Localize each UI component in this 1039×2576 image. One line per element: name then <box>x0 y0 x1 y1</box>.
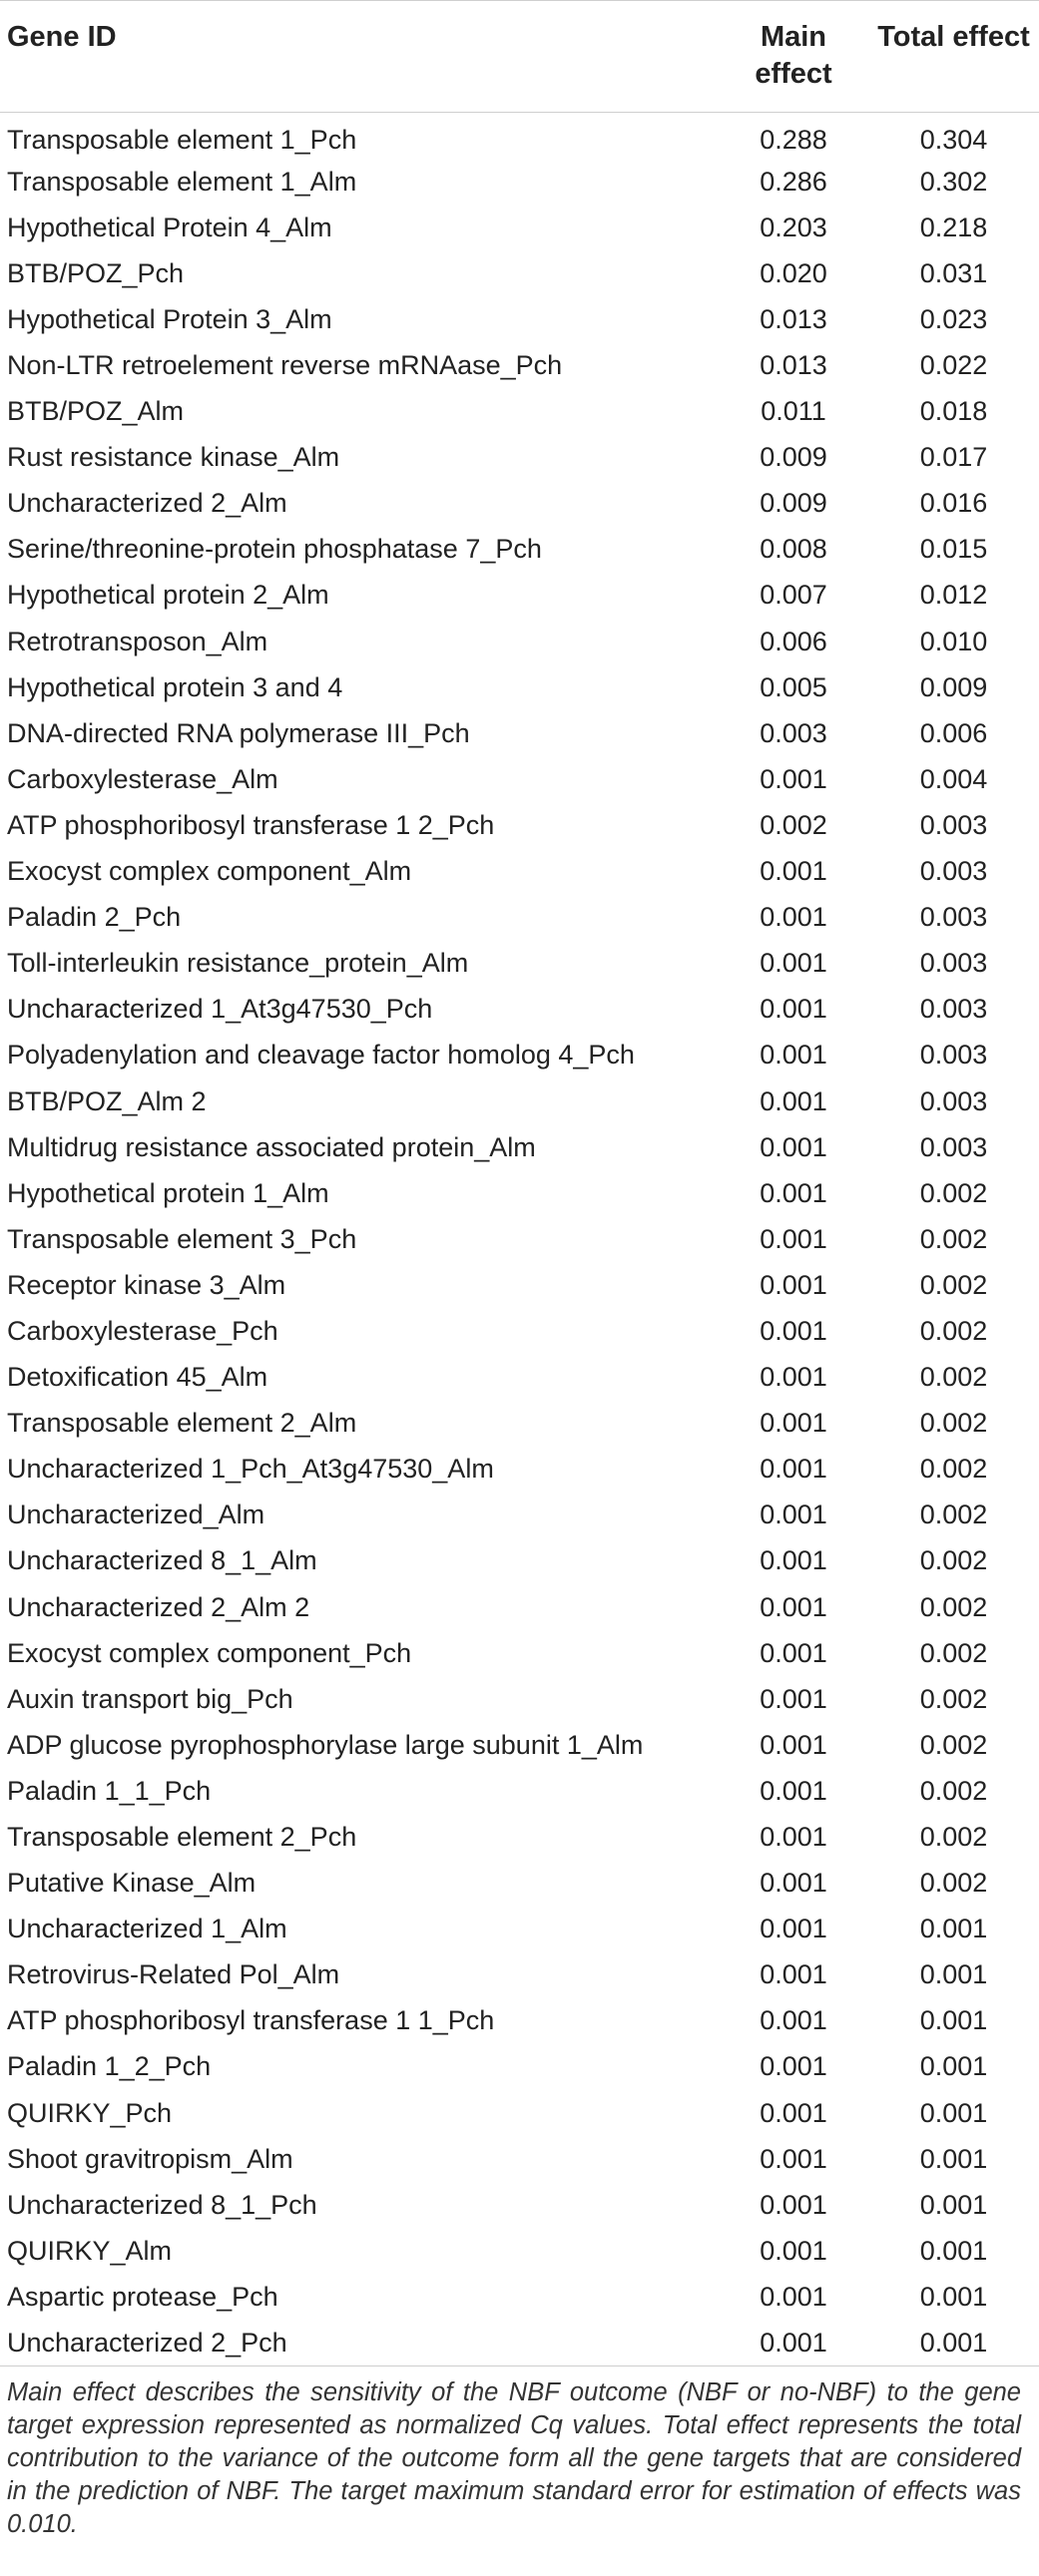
gene-id-cell: ADP glucose pyrophosphorylase large subunit 1_Alm <box>7 1729 644 1760</box>
table-row <box>0 756 1039 802</box>
gene-id-cell: Auxin transport big_Pch <box>7 1683 293 1714</box>
gene-id-cell: QUIRKY_Pch <box>7 2097 173 2128</box>
gene-id-cell: Toll-interleukin resistance_protein_Alm <box>7 948 469 979</box>
gene-id-cell: Serine/threonine-protein phosphatase 7_Pch <box>7 534 542 565</box>
main-effect-cell: 0.001 <box>760 902 827 933</box>
table-row <box>0 434 1039 480</box>
gene-id-cell: Transposable element 2_Pch <box>7 1822 357 1853</box>
gene-id-cell: ATP phosphoribosyl transferase 1 2_Pch <box>7 809 495 840</box>
total-effect-cell: 0.001 <box>919 2235 988 2266</box>
main-effect-cell: 0.001 <box>760 1914 827 1944</box>
header-main-effect: Main effect <box>719 1 868 113</box>
main-effect-cell: 0.001 <box>760 2051 827 2082</box>
table-row <box>0 1997 1039 2043</box>
main-effect-cell: 0.001 <box>760 1454 827 1485</box>
table-row <box>0 1814 1039 1860</box>
table-row <box>0 296 1039 342</box>
table-row <box>0 1262 1039 1308</box>
total-effect-cell: 0.003 <box>919 1131 988 1162</box>
total-effect-cell: 0.002 <box>919 1177 988 1208</box>
gene-id-cell: Transposable element 2_Alm <box>7 1408 357 1439</box>
gene-id-cell: Retrovirus-Related Pol_Alm <box>7 1959 340 1990</box>
total-effect-cell: 0.003 <box>919 809 988 840</box>
table-row <box>0 1077 1039 1123</box>
table-row <box>0 664 1039 710</box>
main-effect-cell: 0.007 <box>760 580 827 611</box>
main-effect-cell: 0.001 <box>760 1315 827 1346</box>
gene-id-cell: QUIRKY_Alm <box>7 2235 173 2266</box>
header-row <box>0 1 1039 113</box>
total-effect-cell: 0.003 <box>919 1085 988 1116</box>
gene-id-cell: Transposable element 1_Pch <box>7 125 357 156</box>
main-effect-cell: 0.001 <box>760 1040 827 1071</box>
main-effect-cell: 0.020 <box>760 257 827 288</box>
main-effect-cell: 0.003 <box>760 717 827 748</box>
table-row <box>0 1216 1039 1262</box>
main-effect-cell: 0.009 <box>760 488 827 519</box>
gene-id-cell: Putative Kinase_Alm <box>7 1868 257 1899</box>
table-row <box>0 2043 1039 2089</box>
total-effect-cell: 0.001 <box>919 2005 988 2036</box>
total-effect-cell: 0.017 <box>919 442 988 473</box>
main-effect-cell: 0.001 <box>760 1177 827 1208</box>
table-row <box>0 1446 1039 1492</box>
total-effect-cell: 0.002 <box>919 1775 988 1806</box>
total-effect-cell: 0.003 <box>919 856 988 887</box>
total-effect-cell: 0.003 <box>919 902 988 933</box>
main-effect-cell: 0.001 <box>760 1500 827 1530</box>
header-total-effect: Total effect <box>868 1 1039 113</box>
gene-id-cell: Non-LTR retroelement reverse mRNAase_Pch <box>7 350 563 381</box>
main-effect-cell: 0.001 <box>760 1729 827 1760</box>
total-effect-cell: 0.006 <box>919 717 988 748</box>
gene-id-cell: Paladin 1_2_Pch <box>7 2051 212 2082</box>
main-effect-cell: 0.001 <box>760 1269 827 1300</box>
main-effect-cell: 0.001 <box>760 1822 827 1853</box>
table-row <box>0 1906 1039 1951</box>
total-effect-cell: 0.002 <box>919 1683 988 1714</box>
table-row <box>0 1032 1039 1077</box>
table-row <box>0 1630 1039 1676</box>
main-effect-cell: 0.001 <box>760 1545 827 1576</box>
total-effect-cell: 0.304 <box>919 125 988 156</box>
table-body <box>0 113 1039 2366</box>
table-row <box>0 526 1039 572</box>
total-effect-cell: 0.218 <box>919 212 988 242</box>
table-row <box>0 2274 1039 2320</box>
total-effect-cell: 0.003 <box>919 994 988 1025</box>
main-effect-cell: 0.001 <box>760 1683 827 1714</box>
main-effect-cell: 0.001 <box>760 1959 827 1990</box>
total-effect-cell: 0.009 <box>919 671 988 702</box>
table-row <box>0 940 1039 986</box>
main-effect-cell: 0.013 <box>760 350 827 381</box>
table-header <box>0 1 1039 113</box>
header-gene-id: Gene ID <box>0 1 719 113</box>
main-effect-cell: 0.001 <box>760 1085 827 1116</box>
total-effect-cell: 0.001 <box>919 2281 988 2312</box>
table-row <box>0 1676 1039 1722</box>
total-effect-cell: 0.010 <box>919 626 988 656</box>
total-effect-cell: 0.031 <box>919 257 988 288</box>
total-effect-cell: 0.004 <box>919 763 988 794</box>
table-row <box>0 1860 1039 1906</box>
table-row <box>0 1768 1039 1814</box>
main-effect-cell: 0.001 <box>760 1223 827 1254</box>
table-row <box>0 710 1039 756</box>
gene-id-cell: Transposable element 3_Pch <box>7 1223 357 1254</box>
gene-id-cell: Carboxylesterase_Alm <box>7 763 278 794</box>
total-effect-cell: 0.002 <box>919 1408 988 1439</box>
table-row <box>0 159 1039 205</box>
total-effect-cell: 0.023 <box>919 303 988 334</box>
gene-id-cell: Detoxification 45_Alm <box>7 1362 268 1393</box>
total-effect-cell: 0.012 <box>919 580 988 611</box>
total-effect-cell: 0.018 <box>919 396 988 427</box>
total-effect-cell: 0.001 <box>919 2051 988 2082</box>
table-footnote: Main effect describes the sensitivity of the NBF outcome (NBF or no-NBF) to the gene target expression represented as normalized Cq values. Total effect represents the total contribution to the variance of the outcome form all the gene targets that are considered in the prediction of NBF. The target maximum standard error for estimation of effects was 0.010. <box>7 2377 1021 2538</box>
main-effect-cell: 0.006 <box>760 626 827 656</box>
main-effect-cell: 0.013 <box>760 303 827 334</box>
table-row <box>0 480 1039 526</box>
table-row <box>0 802 1039 848</box>
table-row <box>0 1308 1039 1354</box>
gene-id-cell: Polyadenylation and cleavage factor homolog 4_Pch <box>7 1040 635 1071</box>
gene-id-cell: Exocyst complex component_Pch <box>7 1637 412 1668</box>
total-effect-cell: 0.001 <box>919 2143 988 2174</box>
gene-id-cell: Transposable element 1_Alm <box>7 166 357 197</box>
total-effect-cell: 0.001 <box>919 1959 988 1990</box>
main-effect-cell: 0.001 <box>760 994 827 1025</box>
main-effect-cell: 0.001 <box>760 2143 827 2174</box>
gene-id-cell: Uncharacterized 2_Alm <box>7 488 287 519</box>
total-effect-cell: 0.302 <box>919 166 988 197</box>
main-effect-cell: 0.005 <box>760 671 827 702</box>
gene-id-cell: Uncharacterized 8_1_Alm <box>7 1545 317 1576</box>
main-effect-cell: 0.011 <box>761 396 826 427</box>
total-effect-cell: 0.003 <box>919 1040 988 1071</box>
gene-id-cell: Hypothetical Protein 3_Alm <box>7 303 332 334</box>
main-effect-cell: 0.288 <box>760 125 827 156</box>
table-row <box>0 2182 1039 2228</box>
main-effect-cell: 0.203 <box>760 212 827 242</box>
table-row <box>0 1722 1039 1768</box>
main-effect-cell: 0.008 <box>760 534 827 565</box>
total-effect-cell: 0.001 <box>919 2097 988 2128</box>
main-effect-cell: 0.001 <box>760 763 827 794</box>
table-row <box>0 388 1039 434</box>
main-effect-cell: 0.009 <box>760 442 827 473</box>
table-row <box>0 619 1039 664</box>
table-row <box>0 342 1039 388</box>
table-row <box>0 2090 1039 2136</box>
gene-id-cell: Shoot gravitropism_Alm <box>7 2143 293 2174</box>
table-row <box>0 250 1039 296</box>
main-effect-cell: 0.001 <box>760 1775 827 1806</box>
total-effect-cell: 0.002 <box>919 1591 988 1622</box>
gene-id-cell: Uncharacterized 2_Pch <box>0 2320 719 2365</box>
gene-id-cell: Uncharacterized 8_1_Pch <box>7 2189 317 2220</box>
main-effect-cell: 0.001 <box>760 1591 827 1622</box>
table-row <box>0 1354 1039 1400</box>
table-row <box>0 572 1039 618</box>
table-row <box>0 2136 1039 2182</box>
gene-id-cell: Carboxylesterase_Pch <box>7 1315 278 1346</box>
total-effect-cell: 0.002 <box>919 1545 988 1576</box>
total-effect-cell: 0.022 <box>919 350 988 381</box>
gene-id-cell: Uncharacterized 2_Alm 2 <box>7 1591 310 1622</box>
table-row <box>0 848 1039 894</box>
total-effect-cell: 0.001 <box>868 2320 1039 2365</box>
gene-id-cell: Exocyst complex component_Alm <box>7 856 412 887</box>
total-effect-cell: 0.002 <box>919 1868 988 1899</box>
gene-id-cell: ATP phosphoribosyl transferase 1 1_Pch <box>7 2005 495 2036</box>
gene-id-cell: DNA-directed RNA polymerase III_Pch <box>7 717 470 748</box>
gene-id-cell: BTB/POZ_Alm 2 <box>7 1085 207 1116</box>
total-effect-cell: 0.016 <box>919 488 988 519</box>
gene-id-cell: Aspartic protease_Pch <box>7 2281 278 2312</box>
table-row <box>0 2228 1039 2274</box>
main-effect-cell: 0.001 <box>760 2235 827 2266</box>
gene-id-cell: Uncharacterized 1_Alm <box>7 1914 287 1944</box>
total-effect-cell: 0.002 <box>919 1822 988 1853</box>
table-row <box>0 1584 1039 1630</box>
gene-id-cell: Hypothetical protein 1_Alm <box>7 1177 329 1208</box>
table-row <box>0 1537 1039 1583</box>
main-effect-cell: 0.001 <box>760 1868 827 1899</box>
gene-id-cell: Uncharacterized 1_At3g47530_Pch <box>7 994 433 1025</box>
table-row <box>0 2320 1039 2365</box>
gene-id-cell: Paladin 1_1_Pch <box>7 1775 212 1806</box>
total-effect-cell: 0.002 <box>919 1223 988 1254</box>
total-effect-cell: 0.002 <box>919 1729 988 1760</box>
total-effect-cell: 0.001 <box>919 2189 988 2220</box>
gene-id-cell: Hypothetical protein 2_Alm <box>7 580 329 611</box>
main-effect-cell: 0.001 <box>760 2189 827 2220</box>
total-effect-cell: 0.002 <box>919 1500 988 1530</box>
main-effect-cell: 0.001 <box>719 2320 868 2365</box>
total-effect-cell: 0.002 <box>919 1269 988 1300</box>
gene-id-cell: Hypothetical Protein 4_Alm <box>7 212 332 242</box>
gene-id-cell: Receptor kinase 3_Alm <box>7 1269 286 1300</box>
total-effect-cell: 0.001 <box>919 1914 988 1944</box>
gene-id-cell: BTB/POZ_Alm <box>7 396 185 427</box>
main-effect-cell: 0.001 <box>760 2097 827 2128</box>
main-effect-cell: 0.001 <box>760 948 827 979</box>
gene-id-cell: Retrotransposon_Alm <box>7 626 268 656</box>
gene-id-cell: Uncharacterized_Alm <box>7 1500 265 1530</box>
total-effect-cell: 0.002 <box>919 1362 988 1393</box>
table-row <box>0 894 1039 940</box>
table-row <box>0 1951 1039 1997</box>
table-row <box>0 1170 1039 1216</box>
gene-id-cell: Hypothetical protein 3 and 4 <box>7 671 343 702</box>
main-effect-cell: 0.286 <box>760 166 827 197</box>
main-effect-cell: 0.001 <box>760 1362 827 1393</box>
gene-id-cell: Multidrug resistance associated protein_Alm <box>7 1131 536 1162</box>
table-row <box>0 113 1039 159</box>
table-row <box>0 1124 1039 1170</box>
gene-id-cell: Paladin 2_Pch <box>7 902 182 933</box>
table-row <box>0 1400 1039 1446</box>
total-effect-cell: 0.015 <box>919 534 988 565</box>
main-effect-cell: 0.002 <box>760 809 827 840</box>
total-effect-cell: 0.002 <box>919 1454 988 1485</box>
table-row <box>0 205 1039 250</box>
table-row <box>0 1492 1039 1537</box>
gene-id-cell: Rust resistance kinase_Alm <box>7 442 340 473</box>
main-effect-cell: 0.001 <box>760 2005 827 2036</box>
total-effect-cell: 0.002 <box>919 1637 988 1668</box>
main-effect-cell: 0.001 <box>760 1408 827 1439</box>
main-effect-cell: 0.001 <box>760 1131 827 1162</box>
total-effect-cell: 0.002 <box>919 1315 988 1346</box>
main-effect-cell: 0.001 <box>760 2281 827 2312</box>
gene-id-cell: Uncharacterized 1_Pch_At3g47530_Alm <box>7 1454 494 1485</box>
gene-id-cell: BTB/POZ_Pch <box>7 257 185 288</box>
main-effect-cell: 0.001 <box>760 856 827 887</box>
main-effect-cell: 0.001 <box>760 1637 827 1668</box>
total-effect-cell: 0.003 <box>919 948 988 979</box>
table-row <box>0 986 1039 1032</box>
